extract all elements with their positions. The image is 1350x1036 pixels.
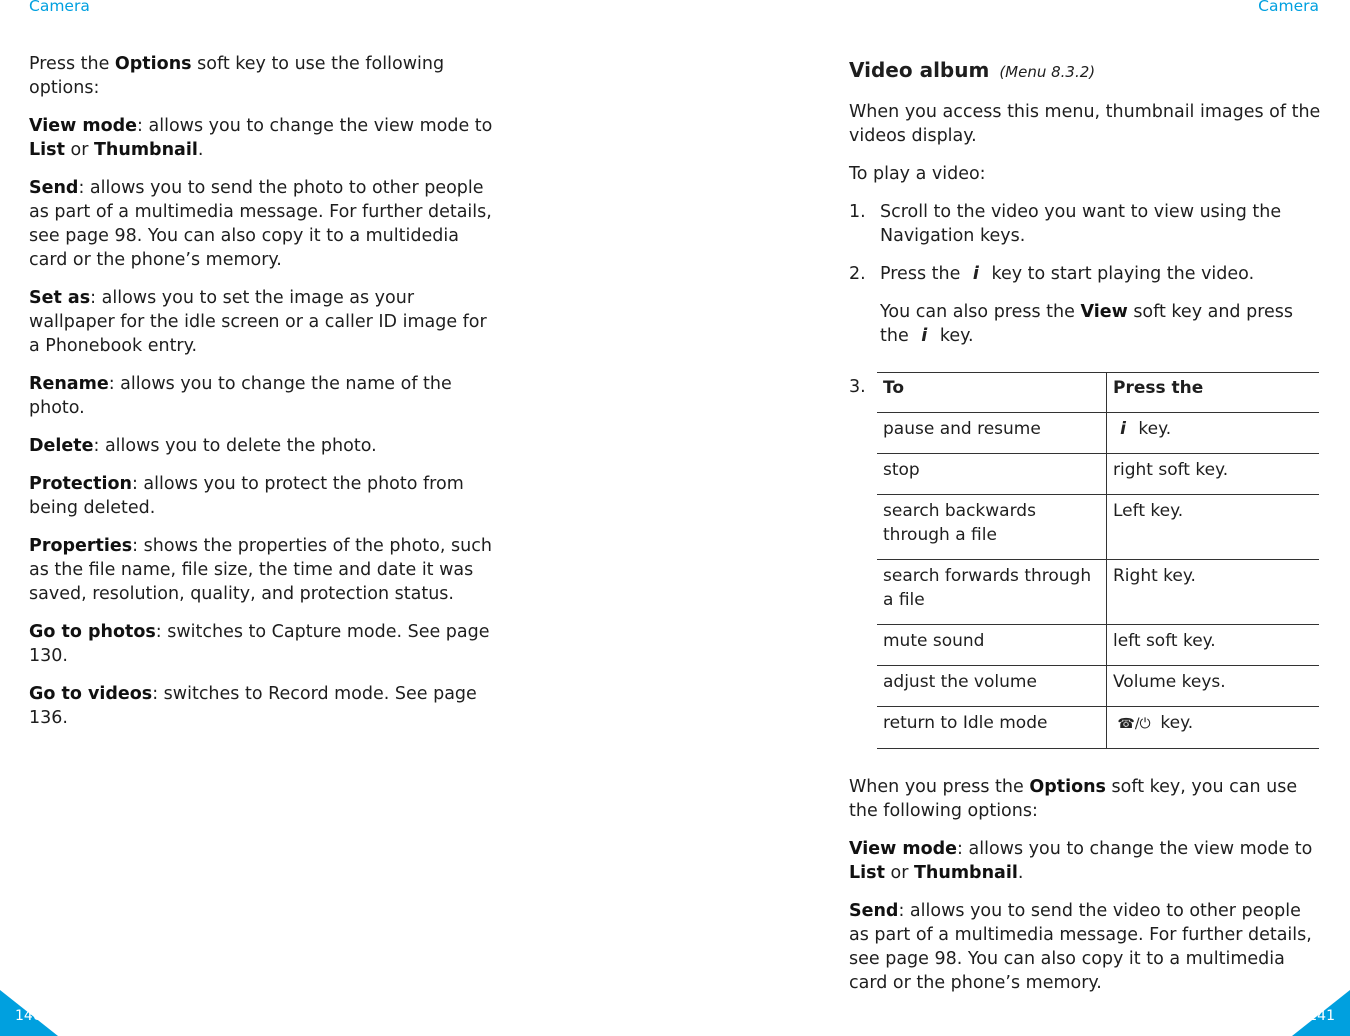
option-item: Delete: allows you to delete the photo. [29,436,377,456]
option-item: Send: allows you to send the photo to other people as part of a multimedia message. For further details, see page 98. You can also copy it to a multidedia card or the phone’s memory. [29,178,492,270]
step-note: You can also press the View soft key and press the i key. [880,302,1294,346]
ok-key-icon: i [972,264,979,284]
ok-key-icon: i [921,326,928,346]
end-key-icon: ☎/⏻ [1117,716,1151,732]
table-row: mute sound left soft key. [877,625,1319,666]
page-number-right: 141 [1308,1008,1335,1024]
table-header-row: To Press the [877,373,1319,413]
right-page-content [849,58,1321,1009]
running-header-left: Camera [29,0,90,15]
table-row: search backwards through a file Left key. [877,495,1319,560]
option-item: Protection: allows you to protect the photo from being deleted. [29,474,464,518]
option-item: Go to photos: switches to Capture mode. See page 130. [29,622,490,666]
running-header-right: Camera [1258,0,1319,15]
play-intro: To play a video: [849,164,986,184]
table-row: adjust the volume Volume keys. [877,666,1319,707]
table-row: search forwards through a file Right key. [877,560,1319,625]
option-item: Send: allows you to send the video to other people as part of a multimedia message. For further details, see page 98. You can also copy it to a multimedia card or the phone’s memory. [849,901,1312,993]
table-row: stop right soft key. [877,454,1319,495]
table-row: pause and resume i key. [877,413,1319,454]
section-title: Video album (Menu 8.3.2) [849,58,1096,82]
step-item: 2. Press the i key to start playing the video. [849,264,1255,284]
option-item: View mode: allows you to change the view mode to List or Thumbnail. [849,839,1313,883]
options-intro: Press the Options soft key to use the following options: [29,54,445,98]
option-item: View mode: allows you to change the view mode to List or Thumbnail. [29,116,493,160]
option-item: Set as: allows you to set the image as your wallpaper for the idle screen or a caller ID image for a Phonebook entry. [29,288,487,356]
key-table-section [849,372,1321,749]
key-table [877,372,1319,749]
option-item: Go to videos: switches to Record mode. See page 136. [29,684,477,728]
options-intro: When you press the Options soft key, you can use the following options: [849,777,1298,821]
step-item: 1. Scroll to the video you want to view using the Navigation keys. [849,202,1282,246]
section-intro: When you access this menu, thumbnail images of the videos display. [849,102,1321,146]
ok-key-icon: i [1120,419,1126,439]
page-number-left: 140 [15,1008,42,1024]
menu-reference: (Menu 8.3.2) [999,63,1096,81]
left-page-content [29,52,499,744]
option-item: Properties: shows the properties of the photo, such as the file name, file size, the time and date it was saved, resolution, quality, and protection status. [29,536,492,604]
table-row: return to Idle mode ☎/⏻ key. [877,707,1319,749]
step-number: 3. [849,377,866,397]
option-item: Rename: allows you to change the name of the photo. [29,374,452,418]
